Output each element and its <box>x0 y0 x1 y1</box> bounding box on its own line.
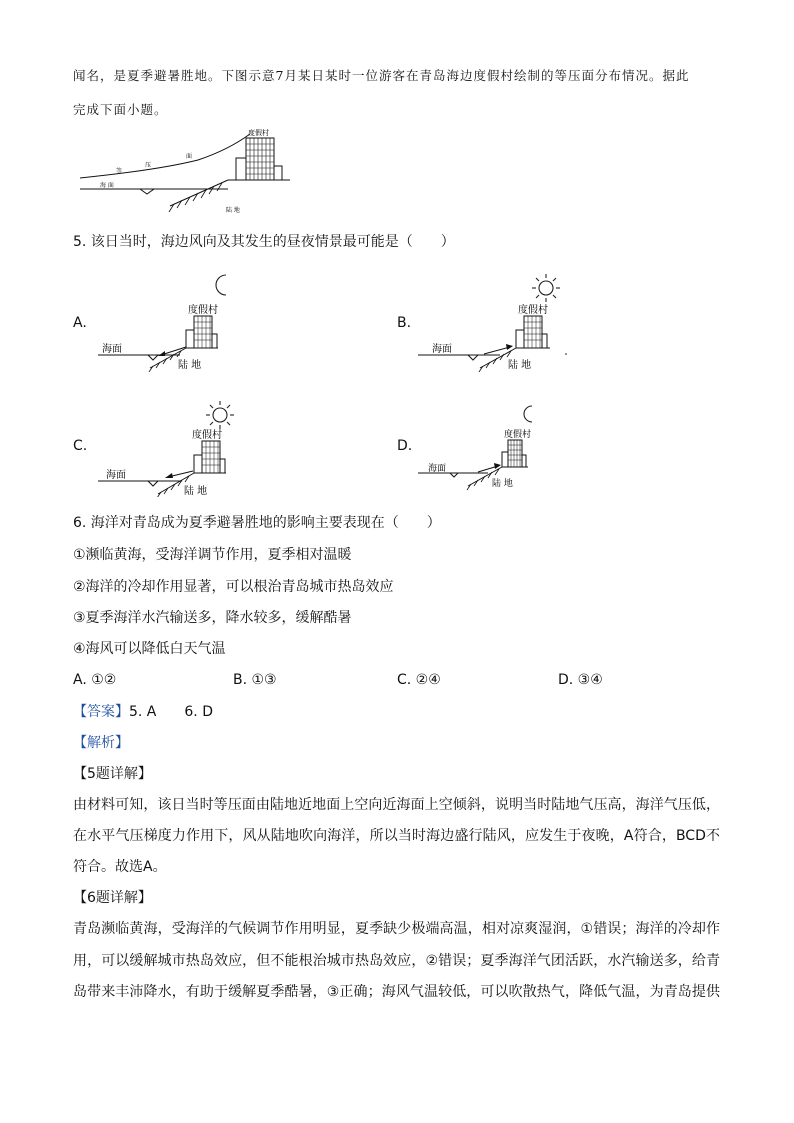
sun-icon <box>206 401 234 429</box>
answer-line <box>73 703 213 721</box>
land-label: 陆 地 <box>508 360 532 371</box>
land-label: 陆 地 <box>184 486 208 497</box>
q5-option-c-figure <box>98 397 238 497</box>
intro-line-2: 完成下面小题。 <box>73 102 168 117</box>
detail5-tag: 【5题详解】 <box>73 766 152 782</box>
q5-stem: 5. 该日当时，海边风向及其发生的昼夜情景最可能是（ ） <box>73 234 455 250</box>
q5-option-b-label[interactable]: B. <box>397 315 412 331</box>
land-label: 陆 地 <box>492 479 513 489</box>
sea-label: 海 面 <box>100 182 114 189</box>
q6-option-b[interactable]: B. ①③ <box>233 672 277 688</box>
isobar-char-2: 压 <box>145 162 152 169</box>
sun-icon <box>532 274 560 302</box>
resort-label: 度假村 <box>504 430 532 440</box>
detail5-line-1: 由材料可知，该日当时等压面由陆地近地面上空向近海面上空倾斜，说明当时陆地气压高，海洋气压低， <box>73 797 720 813</box>
q6-option-c[interactable]: C. ②④ <box>397 672 441 688</box>
resort-label: 度假村 <box>248 129 269 137</box>
intro-line-1: 闻名，是夏季避暑胜地。下图示意7月某日某时一位游客在青岛海边度假村绘制的等压面分布情况。据此 <box>73 68 690 83</box>
q6-stem: 6. 海洋对青岛成为夏季避暑胜地的影响主要表现在（ ） <box>73 515 441 531</box>
q6-item-4: ④海风可以降低白天气温 <box>73 641 226 657</box>
moon-icon <box>216 275 226 295</box>
q5-option-d-label[interactable]: D. <box>397 438 413 454</box>
detail6-line-1: 青岛濒临黄海，受海洋的气候调节作用明显，夏季缺少极端高温，相对凉爽湿润，①错误；海洋的冷却作 <box>73 921 720 937</box>
answer-text: 5. A 6. D <box>129 704 213 720</box>
resort-label: 度假村 <box>192 430 222 441</box>
q6-option-a[interactable]: A. ①② <box>73 672 117 688</box>
detail5-line-3: 符合。故选A。 <box>73 859 167 875</box>
isobar-char-1: 等 <box>116 168 123 175</box>
sea-label: 海面 <box>432 344 452 355</box>
resort-label: 度假村 <box>188 305 218 316</box>
land-label: 陆 地 <box>178 360 202 371</box>
moon-icon <box>524 406 532 422</box>
analysis-tag: 【解析】 <box>73 735 129 751</box>
q5-option-c-label[interactable]: C. <box>73 438 88 454</box>
q6-item-1: ①濒临黄海，受海洋调节作用，夏季相对温暖 <box>73 547 352 563</box>
sea-label: 海面 <box>428 464 447 474</box>
sea-label: 海面 <box>102 344 122 355</box>
isobar-char-3: 面 <box>186 153 193 160</box>
q5-option-b-figure <box>418 272 570 372</box>
detail6-line-3: 岛带来丰沛降水，有助于缓解夏季酷暑，③正确；海风气温较低，可以吹散热气，降低气温，为青岛提供 <box>73 984 720 1000</box>
q5-option-a-label[interactable]: A. <box>73 315 87 331</box>
isobar-figure <box>78 128 292 220</box>
detail5-line-2: 在水平气压梯度力作用下，风从陆地吹向海洋，所以当时海边盛行陆风，应发生于夜晚，A符合，BCD不 <box>73 828 720 844</box>
q6-item-2: ②海洋的冷却作用显著，可以根治青岛城市热岛效应 <box>73 579 394 595</box>
q6-option-d[interactable]: D. ③④ <box>558 672 603 688</box>
land-label: 陆 地 <box>226 207 240 214</box>
detail6-tag: 【6题详解】 <box>73 890 152 906</box>
answer-tag: 【答案】 <box>73 704 129 720</box>
q5-option-a-figure <box>98 272 233 372</box>
q5-option-d-figure <box>418 402 543 492</box>
sea-label: 海面 <box>106 470 126 481</box>
resort-label: 度假村 <box>518 305 548 316</box>
q6-item-3: ③夏季海洋水汽输送多，降水较多，缓解酷暑 <box>73 610 352 626</box>
detail6-line-2: 用，可以缓解城市热岛效应，但不能根治城市热岛效应，②错误；夏季海洋气团活跃，水汽输送多，给青 <box>73 953 720 969</box>
